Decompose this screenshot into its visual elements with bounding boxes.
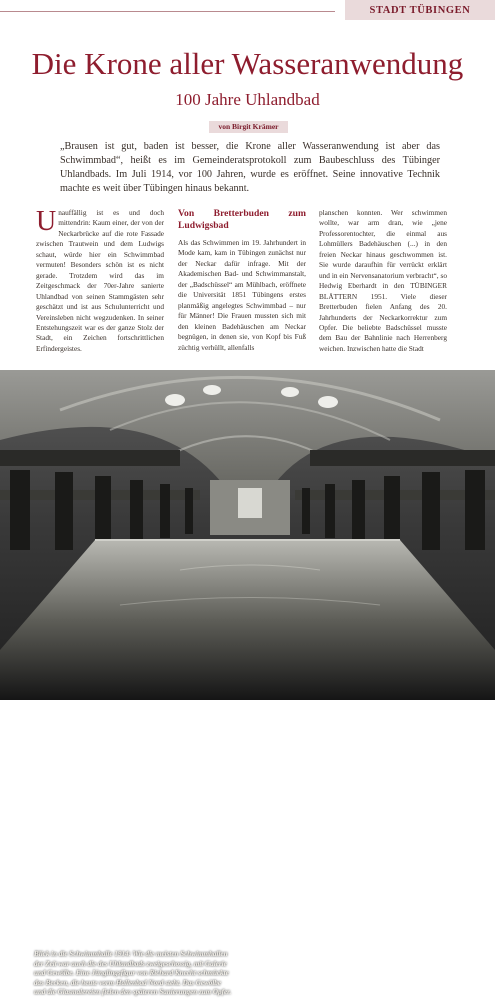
section-heading: Von Bretterbuden zum Ludwigsbad bbox=[178, 208, 306, 231]
author-byline: von Birgit Krämer bbox=[209, 121, 288, 133]
body-column-3 bbox=[319, 208, 447, 354]
section-label: STADT TÜBINGEN bbox=[345, 0, 495, 20]
article-title: Die Krone aller Wasseranwendung bbox=[31, 46, 464, 81]
pool-hall-illustration bbox=[0, 370, 495, 700]
photo-caption: Blick in die Schwimmhalle 1914: Wie die meisten Schwimmhallen der Zeit war auch die des Uhlandbads zweigeschossig, mit Galerie und Gewölbe. Eine Jünglingsfigur von Richard Knecht schmückte das Becken, die heute vorm Hallenbad Nord steht. Das Gewölbe und die Glasmalereien fielen den späteren Sanierungen zum Opfer. bbox=[34, 950, 232, 997]
drop-cap: U bbox=[36, 206, 57, 237]
article-subtitle: 100 Jahre Uhlandbad bbox=[175, 90, 320, 109]
body-column-2 bbox=[178, 208, 306, 353]
column-1-text: nauffällig ist es und doch mittendrin: Kaum einer, der von der Neckarbrücke auf die rote Fassade zwischen Trautwein und dem Ludwigs schaut, würde hier ein Schwimmbad vermuten! Besonders schön ist es nicht gerade. Trotzdem wird das im Zeitgeschmack der 70er-Jahre sanierte Uhlandbad von seinen Stammgästen sehr geschätzt und ist aus Schulunterricht und Vereinsleben nicht wegzudenken. In seiner Entstehungszeit war es der ganze Stolz der Stadt, ein Zeichen fortschrittlichen Erfindergeistes. bbox=[36, 208, 164, 353]
header-rule bbox=[0, 11, 335, 12]
lead-paragraph: „Brausen ist gut, baden ist besser, die Krone aller Wasseranwendung ist aber das Schwimmbad“, heißt es im Gemeinderatsprotokoll zum Baubeschluss des Tübinger Uhlandbads. Im Juli 1914, vor 100 Jahren, wurde es eröffnet. Seine innovative Technik machte es weit über Tübingen hinaus bekannt. bbox=[60, 141, 440, 194]
historic-pool-photo bbox=[0, 370, 495, 997]
body-column-1 bbox=[36, 208, 164, 354]
column-2-text: Als das Schwimmen im 19. Jahrhundert in Mode kam, kam in Tübingen zunächst nur der Neckar dafür infrage. Mit der Akademischen Bad- und Schwimmanstalt, der „Badschüssel“ am Mühlbach, eröffnete die Universität 1851 Tübingens erstes planmäßig angelegtes Schwimmbad – nur für Männer! Die Frauen mussten sich mit den kleinen Badehäuschen am Neckar begnügen, in denen sie, von Kopf bis Fuß züchtig verhüllt, allenfalls bbox=[178, 238, 306, 352]
page-header bbox=[0, 0, 495, 20]
column-3-text: planschen konnten. Wer schwimmen wollte, war arm dran, wie „jene Professorentochter, die einmal aus Lohmüllers Badehäuschen (...) in den freien Neckar hinaus geschwommen ist. Sie wurde daraufhin für verrückt erklärt und in ein Nervensanatorium verbracht“, so Hedwig Eberhardt in den TÜBINGER BLÄTTERN 1951. Viele dieser Bretterbuden fielen Anfang des 20. Jahrhunderts der Neckarkorrektur zum Opfer. Die beliebte Badschüssel musste dem Bau der Bahnlinie nach Herrenberg weichen. Inzwischen hatte die Stadt bbox=[319, 208, 447, 353]
